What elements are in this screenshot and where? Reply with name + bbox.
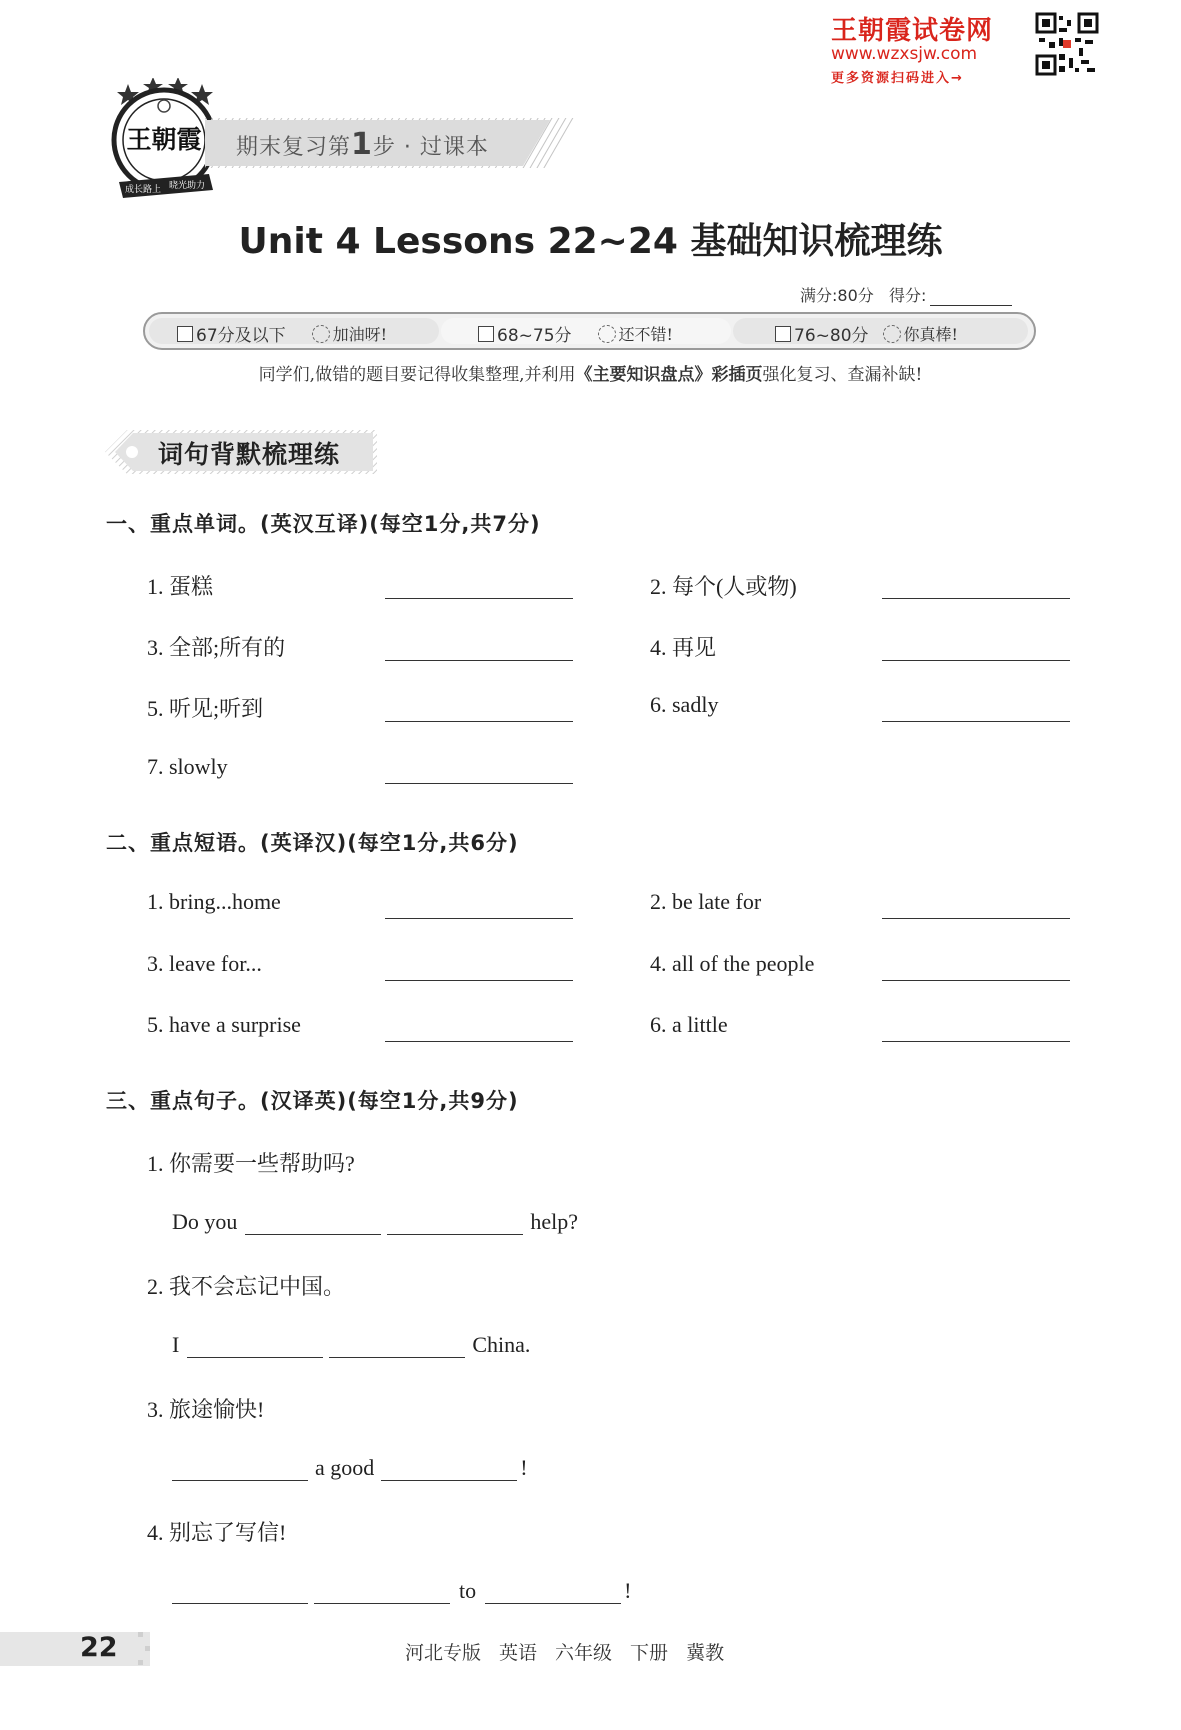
word-item-5: 5. 听见;听到 <box>147 696 264 721</box>
answer-blank[interactable] <box>385 660 573 661</box>
answer-blank[interactable] <box>882 721 1070 722</box>
sentence-answer-4: to ! <box>172 1578 631 1604</box>
brand-more-text: 更多资源扫码进入→ <box>831 71 964 86</box>
footer-grade: 六年级 <box>555 1642 613 1664</box>
smile-icon <box>883 325 901 343</box>
answer-blank[interactable] <box>882 1041 1070 1042</box>
word-item-6: 6. sadly <box>650 692 719 717</box>
part1-heading: 一、重点单词。(英汉互译)(每空1分,共7分) <box>106 512 541 536</box>
answer-blank[interactable] <box>882 598 1070 599</box>
smile-icon <box>312 325 330 343</box>
answer-blank[interactable] <box>387 1213 523 1235</box>
sentence-prompt-1: 1. 你需要一些帮助吗? <box>147 1151 355 1176</box>
score-blank[interactable] <box>930 290 1012 306</box>
answer-blank[interactable] <box>385 1041 573 1042</box>
ribbon-label: 期末复习第1步 · 过课本 <box>236 127 489 162</box>
answer-blank[interactable] <box>385 783 573 784</box>
word-item-7: 7. slowly <box>147 754 228 779</box>
answer-blank[interactable] <box>172 1582 308 1604</box>
page-number: 22 <box>80 1632 118 1663</box>
answer-blank[interactable] <box>187 1336 323 1358</box>
score-line <box>800 283 1012 306</box>
answer-blank[interactable] <box>172 1459 308 1481</box>
word-item-1: 1. 蛋糕 <box>147 574 214 599</box>
answer-blank[interactable] <box>385 598 573 599</box>
word-item-3: 3. 全部;所有的 <box>147 635 286 660</box>
sentence-answer-1: Do you help? <box>172 1209 579 1234</box>
answer-blank[interactable] <box>485 1582 621 1604</box>
brand-block <box>831 10 1091 86</box>
score-label: 得分: <box>889 286 927 305</box>
footer-decoration <box>138 1632 150 1666</box>
grade-checkbox-2[interactable] <box>478 326 494 342</box>
answer-blank[interactable] <box>385 721 573 722</box>
sentence-answer-2: I China. <box>172 1332 531 1357</box>
sentence-prompt-2: 2. 我不会忘记中国。 <box>147 1274 346 1299</box>
answer-blank[interactable] <box>882 980 1070 981</box>
grade-option-1: 67分及以下 加油呀! <box>177 321 387 346</box>
footer-publisher: 冀教 <box>686 1642 725 1664</box>
part3-heading: 三、重点句子。(汉译英)(每空1分,共9分) <box>106 1089 519 1113</box>
answer-blank[interactable] <box>329 1336 465 1358</box>
qr-code-icon[interactable] <box>1035 12 1099 76</box>
grade-checkbox-3[interactable] <box>775 326 791 342</box>
footer-subject: 英语 <box>499 1642 538 1664</box>
step-number: 1 <box>351 127 373 162</box>
footer-volume: 下册 <box>630 1642 669 1664</box>
word-item-4: 4. 再见 <box>650 635 717 660</box>
footer-bar <box>0 1632 150 1666</box>
footer-edition: 河北专版 <box>405 1642 482 1664</box>
section-title: 词句背默梳理练 <box>158 440 341 469</box>
logo-text: 王朝霞 <box>126 125 202 154</box>
logo-slogan-2: 晓光助力 <box>168 181 206 191</box>
brand-url[interactable]: www.wzxsjw.com <box>831 44 978 64</box>
answer-blank[interactable] <box>381 1459 517 1481</box>
logo-slogan-1: 成长路上 <box>124 185 162 195</box>
smile-icon <box>598 325 616 343</box>
brand-name: 王朝霞试卷网 <box>831 16 994 46</box>
answer-blank[interactable] <box>882 918 1070 919</box>
part2-heading: 二、重点短语。(英译汉)(每空1分,共6分) <box>106 831 519 855</box>
phrase-item-4: 4. all of the people <box>650 951 815 976</box>
advice-text: 同学们,做错的题目要记得收集整理,并利用《主要知识盘点》彩插页强化复习、查漏补缺! <box>258 365 923 385</box>
phrase-item-3: 3. leave for... <box>147 951 262 976</box>
grade-bar <box>143 312 1036 350</box>
sentence-answer-3: a good ! <box>172 1455 528 1481</box>
footer-info <box>405 1638 742 1665</box>
answer-blank[interactable] <box>385 918 573 919</box>
sentence-prompt-3: 3. 旅途愉快! <box>147 1397 265 1422</box>
answer-blank[interactable] <box>882 660 1070 661</box>
advice-highlight: 《主要知识盘点》彩插页 <box>575 365 763 385</box>
phrase-item-1: 1. bring...home <box>147 889 281 914</box>
grade-option-3: 76~80分 你真棒! <box>775 321 958 346</box>
answer-blank[interactable] <box>245 1213 381 1235</box>
grade-option-2: 68~75分 还不错! <box>478 321 673 346</box>
phrase-item-6: 6. a little <box>650 1012 728 1037</box>
full-score: 满分:80分 <box>800 286 874 305</box>
phrase-item-5: 5. have a surprise <box>147 1012 301 1037</box>
phrase-item-2: 2. be late for <box>650 889 762 914</box>
page-title: Unit 4 Lessons 22~24 基础知识梳理练 <box>238 221 943 262</box>
answer-blank[interactable] <box>314 1582 450 1604</box>
sentence-prompt-4: 4. 别忘了写信! <box>147 1520 287 1545</box>
answer-blank[interactable] <box>385 980 573 981</box>
grade-checkbox-1[interactable] <box>177 326 193 342</box>
word-item-2: 2. 每个(人或物) <box>650 574 797 599</box>
